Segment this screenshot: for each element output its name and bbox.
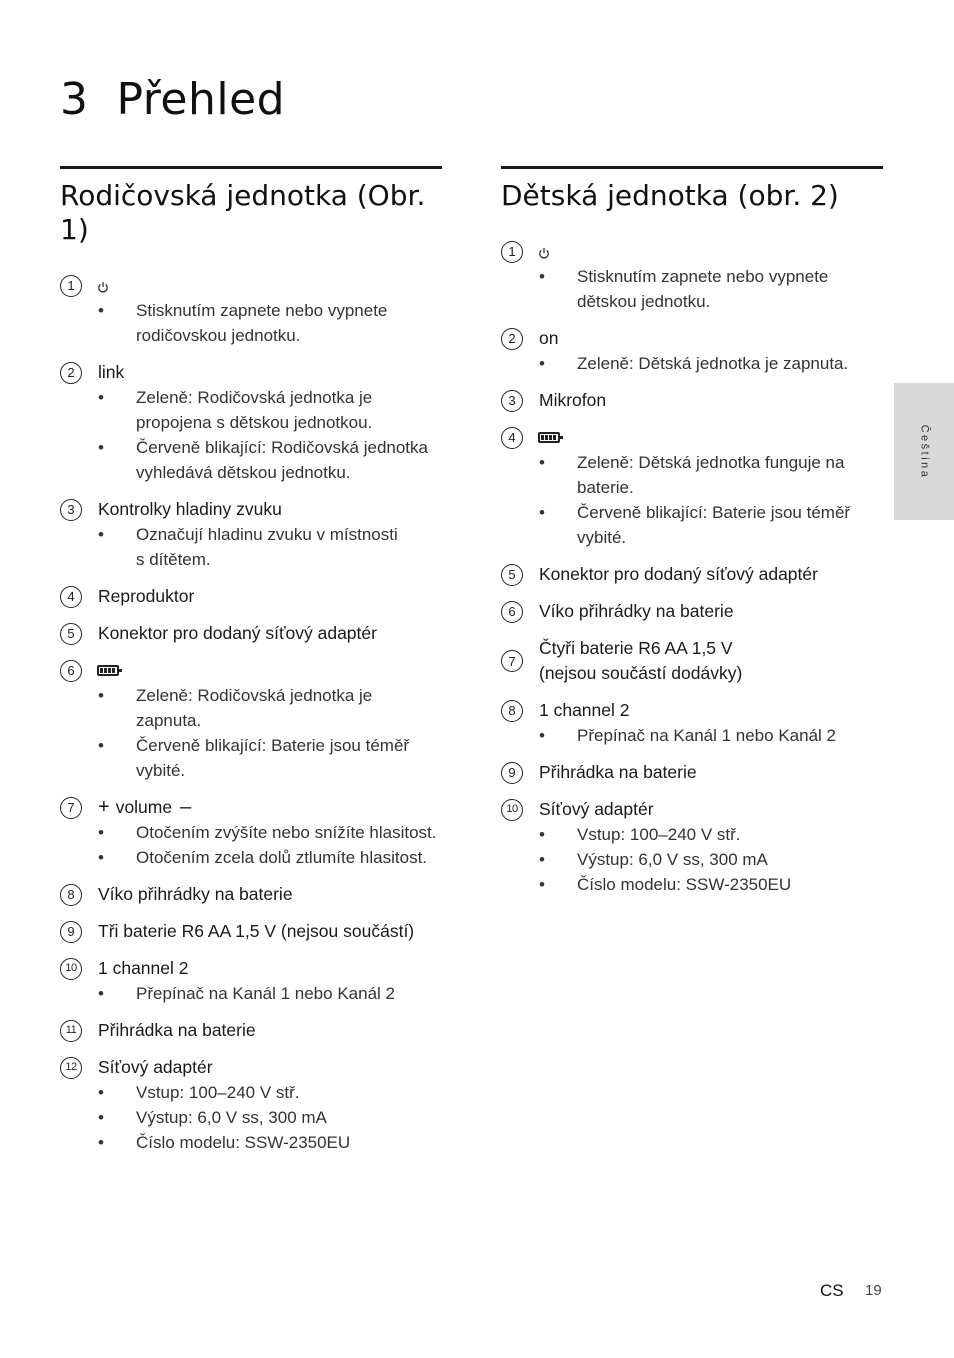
item-head [60, 584, 442, 609]
item-number-badge: 8 [501, 700, 523, 722]
list-item [501, 239, 883, 314]
bullet-point: • Červeně blikající: Baterie jsou téměř vybité. [60, 733, 442, 783]
section-rule [501, 166, 883, 169]
baby-unit-column [501, 166, 883, 909]
bullet-list [60, 683, 442, 783]
item-label: on [539, 328, 559, 348]
item-label: 1 channel 2 [98, 958, 189, 978]
item-head [501, 636, 883, 686]
list-item [60, 919, 442, 944]
item-head [60, 1055, 442, 1080]
item-label: Konektor pro dodaný síťový adaptér [98, 623, 377, 643]
item-head [501, 388, 883, 413]
bullet-point: • Zeleně: Dětská jednotka je zapnuta. [501, 351, 883, 376]
item-head [501, 326, 883, 351]
parent-unit-title: Rodičovská jednotka (Obr. 1) [60, 179, 426, 246]
chapter-title [60, 74, 285, 125]
bullet-point: • Červeně blikající: Rodičovská jednotka vyhledává dětskou jednotku. [60, 435, 442, 485]
item-head [501, 760, 883, 785]
item-label: Reproduktor [98, 586, 195, 606]
item-head [60, 360, 442, 385]
item-label: Mikrofon [539, 390, 607, 410]
bullet-list [60, 298, 442, 348]
list-item [60, 882, 442, 907]
list-item [501, 636, 883, 686]
item-head [501, 562, 883, 587]
power-icon [538, 246, 550, 258]
parent-unit-list [60, 273, 442, 1155]
list-item [60, 795, 442, 870]
list-item [501, 562, 883, 587]
battery-icon [538, 432, 560, 443]
bullet-point: • Červeně blikající: Baterie jsou téměř vybité. [501, 500, 883, 550]
item-label: Čtyři baterie R6 AA 1,5 V (nejsou součástí dodávky) [539, 638, 743, 683]
list-item [60, 273, 442, 348]
list-item [501, 599, 883, 624]
page-number: 19 [865, 1282, 882, 1299]
list-item [501, 760, 883, 785]
bullet-list [501, 822, 883, 897]
item-label: Konektor pro dodaný síťový adaptér [539, 564, 818, 584]
baby-unit-list [501, 239, 883, 897]
list-item [501, 797, 883, 897]
bullet-point: • Číslo modelu: SSW-2350EU [501, 872, 883, 897]
bullet-point: • Otočením zcela dolů ztlumíte hlasitost. [60, 845, 442, 870]
item-number-badge: 7 [60, 797, 82, 819]
item-number-badge: 5 [501, 564, 523, 586]
bullet-list [60, 1080, 442, 1155]
item-number-badge: 9 [501, 762, 523, 784]
item-number-badge: 6 [60, 660, 82, 682]
list-item [501, 425, 883, 550]
item-label: Síťový adaptér [98, 1057, 213, 1077]
item-label: Přihrádka na baterie [98, 1020, 256, 1040]
section-rule [60, 166, 442, 169]
item-label: Kontrolky hladiny zvuku [98, 499, 282, 519]
item-number-badge: 9 [60, 921, 82, 943]
list-item [60, 360, 442, 485]
bullet-point: • Stisknutím zapnete nebo vypnete rodičovskou jednotku. [60, 298, 442, 348]
bullet-point: • Číslo modelu: SSW-2350EU [60, 1130, 442, 1155]
battery-icon [97, 665, 119, 676]
item-label: Přihrádka na baterie [539, 762, 697, 782]
bullet-list [501, 264, 883, 314]
item-head [60, 658, 442, 683]
item-head [60, 497, 442, 522]
bullet-point: • Označují hladinu zvuku v místnosti s dítětem. [60, 522, 442, 572]
item-number-badge: 1 [501, 241, 523, 263]
list-item [60, 497, 442, 572]
list-item [60, 584, 442, 609]
bullet-list [60, 820, 442, 870]
item-number-badge: 2 [60, 362, 82, 384]
bullet-list [501, 450, 883, 550]
item-label: Tři baterie R6 AA 1,5 V (nejsou součástí) [98, 921, 415, 941]
baby-unit-title: Dětská jednotka (obr. 2) [501, 179, 839, 212]
item-head [501, 239, 883, 264]
list-item [60, 658, 442, 783]
item-number-badge: 3 [501, 390, 523, 412]
side-tab-label: Čeština [917, 424, 930, 479]
item-label: Síťový adaptér [539, 799, 654, 819]
bullet-list [501, 723, 883, 748]
list-item [60, 1018, 442, 1043]
list-item [60, 1055, 442, 1155]
item-head [501, 599, 883, 624]
bullet-point: • Výstup: 6,0 V ss, 300 mA [60, 1105, 442, 1130]
item-number-badge: 7 [501, 650, 523, 672]
item-head [60, 621, 442, 646]
bullet-point: • Vstup: 100–240 V stř. [501, 822, 883, 847]
item-head [60, 795, 442, 820]
volume-minus-symbol: – [180, 796, 192, 818]
bullet-point: • Zeleně: Rodičovská jednotka je propojena s dětskou jednotkou. [60, 385, 442, 435]
chapter-number: 3 [60, 74, 89, 125]
language-side-tab [894, 383, 954, 520]
item-number-badge: 8 [60, 884, 82, 906]
footer-language: CS [820, 1281, 844, 1300]
item-number-badge: 12 [60, 1057, 82, 1079]
parent-unit-column [60, 166, 442, 1167]
item-head [60, 1018, 442, 1043]
item-number-badge: 5 [60, 623, 82, 645]
power-icon [97, 280, 109, 292]
item-number-badge: 1 [60, 275, 82, 297]
item-number-badge: 4 [501, 427, 523, 449]
bullet-list [60, 385, 442, 485]
item-head [501, 425, 883, 450]
item-number-badge: 6 [501, 601, 523, 623]
bullet-point: • Přepínač na Kanál 1 nebo Kanál 2 [60, 981, 442, 1006]
bullet-point: • Otočením zvýšíte nebo snížíte hlasitost. [60, 820, 442, 845]
bullet-point: • Výstup: 6,0 V ss, 300 mA [501, 847, 883, 872]
item-label: Víko přihrádky na baterie [539, 601, 734, 621]
list-item [501, 388, 883, 413]
item-head [60, 273, 442, 298]
bullet-point: • Zeleně: Rodičovská jednotka je zapnuta. [60, 683, 442, 733]
item-number-badge: 4 [60, 586, 82, 608]
item-number-badge: 10 [501, 799, 523, 821]
bullet-point: • Vstup: 100–240 V stř. [60, 1080, 442, 1105]
item-head [60, 956, 442, 981]
item-label [98, 795, 191, 820]
list-item [501, 698, 883, 748]
bullet-list [60, 981, 442, 1006]
item-number-badge: 2 [501, 328, 523, 350]
chapter-name: Přehled [116, 74, 286, 125]
item-number-badge: 11 [60, 1020, 82, 1042]
item-label: 1 channel 2 [539, 700, 630, 720]
item-head [501, 698, 883, 723]
volume-plus-symbol: + [98, 796, 110, 818]
volume-label: volume [115, 797, 173, 817]
item-head [60, 882, 442, 907]
bullet-point: • Zeleně: Dětská jednotka funguje na baterie. [501, 450, 883, 500]
item-head [60, 919, 442, 944]
item-label: link [98, 362, 125, 382]
item-number-badge: 10 [60, 958, 82, 980]
item-label: Víko přihrádky na baterie [98, 884, 293, 904]
bullet-point: • Přepínač na Kanál 1 nebo Kanál 2 [501, 723, 883, 748]
list-item [501, 326, 883, 376]
bullet-list [60, 522, 442, 572]
list-item [60, 956, 442, 1006]
bullet-list [501, 351, 883, 376]
list-item [60, 621, 442, 646]
bullet-point: • Stisknutím zapnete nebo vypnete dětskou jednotku. [501, 264, 883, 314]
item-number-badge: 3 [60, 499, 82, 521]
item-head [501, 797, 883, 822]
